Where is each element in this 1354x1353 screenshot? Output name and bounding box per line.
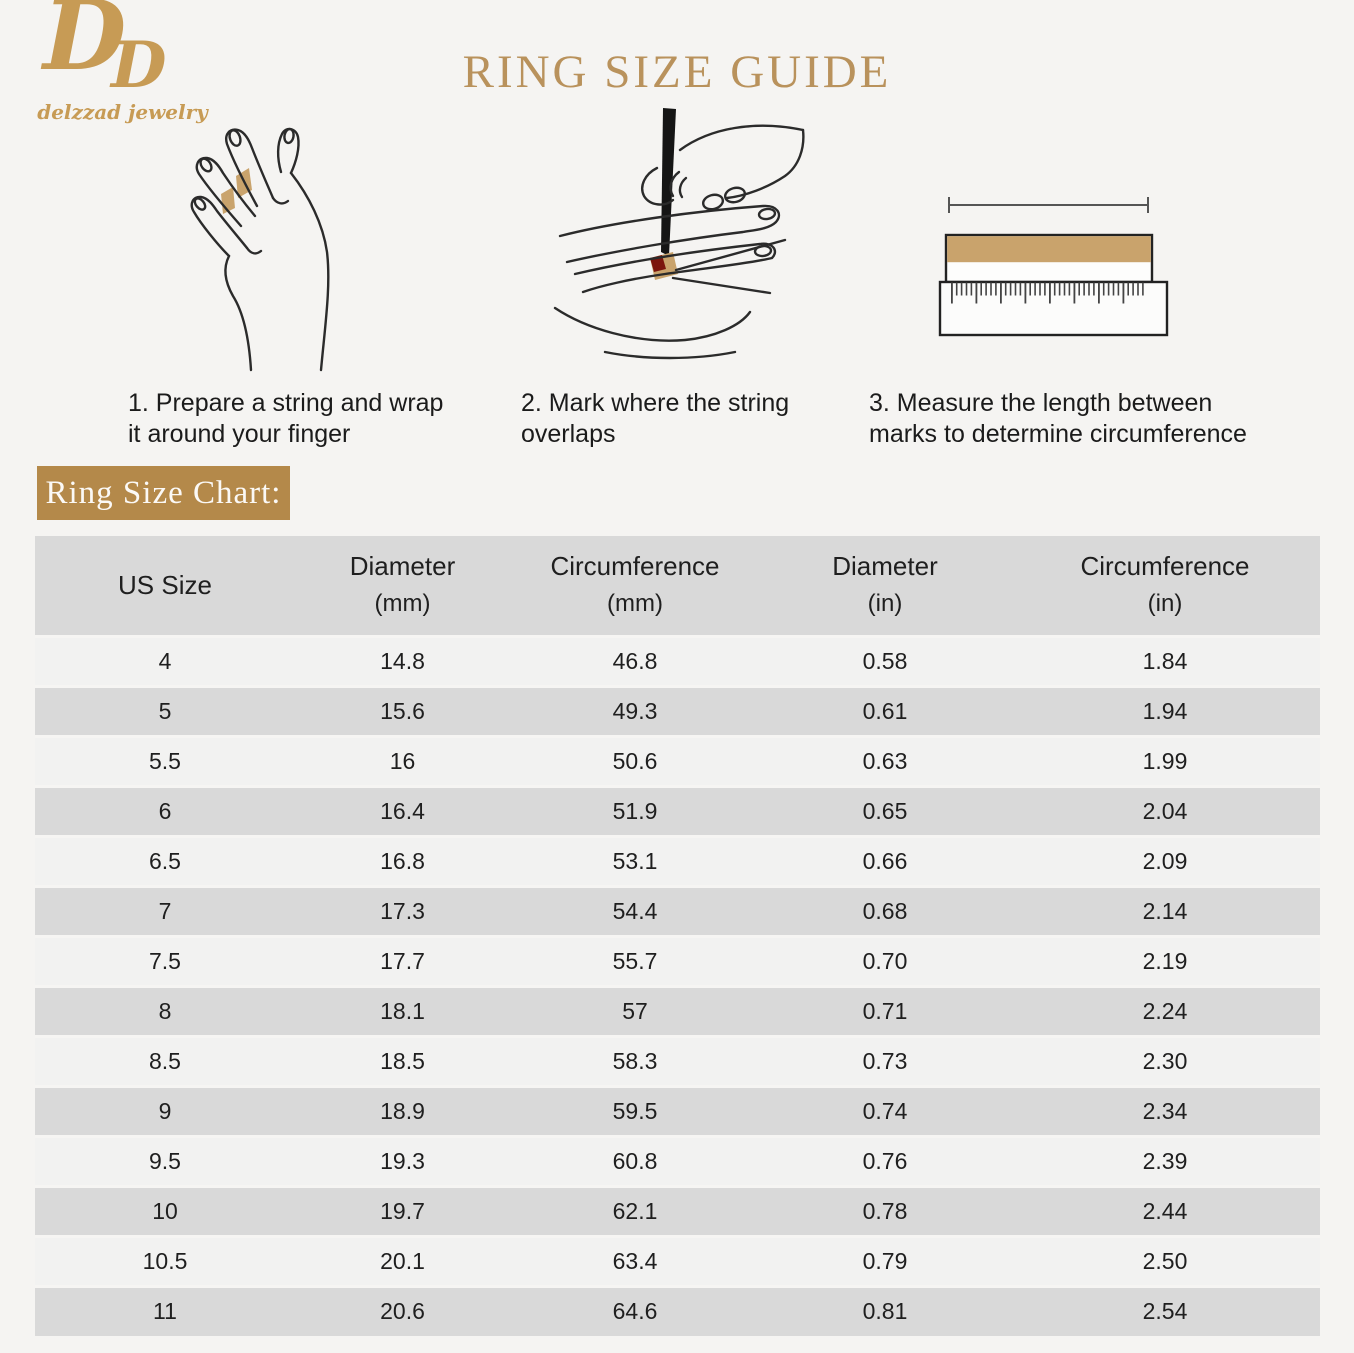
ring-size-table [35,536,1320,1336]
header-circumference-in: Circumference (in) [1080,551,1250,618]
pen-marking-string-icon [545,108,805,370]
cell-diameter-mm: 18.5 [295,1036,510,1086]
cell-circumference-in: 2.34 [1010,1086,1320,1136]
cell-circumference-mm: 57 [510,986,760,1036]
cell-us-size: 10 [35,1186,295,1236]
cell-diameter-in: 0.73 [760,1036,1010,1086]
cell-diameter-in: 0.71 [760,986,1010,1036]
cell-diameter-mm: 16.8 [295,836,510,886]
cell-circumference-mm: 64.6 [510,1286,760,1336]
cell-us-size: 10.5 [35,1236,295,1286]
header-us-size: US Size [118,570,212,601]
cell-us-size: 5.5 [35,736,295,786]
cell-us-size: 7 [35,886,295,936]
cell-diameter-mm: 18.9 [295,1086,510,1136]
pen-marking-svg [545,108,805,370]
cell-diameter-mm: 19.7 [295,1186,510,1236]
step2-caption [521,388,789,450]
cell-us-size: 6 [35,786,295,836]
table-row [35,1236,1320,1286]
table-row [35,986,1320,1036]
logo-monogram-d2: D [111,28,167,103]
size-table-body [35,636,1320,1336]
cell-diameter-in: 0.78 [760,1186,1010,1236]
table-row [35,1086,1320,1136]
cell-diameter-in: 0.61 [760,686,1010,736]
logo-monogram-d1: D [43,0,127,92]
cell-us-size: 6.5 [35,836,295,886]
table-row [35,636,1320,686]
cell-circumference-in: 2.24 [1010,986,1320,1036]
cell-diameter-in: 0.68 [760,886,1010,936]
step2-caption-line1: 2. Mark where the string [521,389,790,417]
step3-caption-line2: marks to determine circumference [869,420,1247,448]
string-strip-tan [947,236,1151,262]
step3-caption-line1: 3. Measure the length between [869,389,1213,417]
cell-diameter-mm: 15.6 [295,686,510,736]
table-row [35,1286,1320,1336]
cell-diameter-mm: 20.6 [295,1286,510,1336]
cell-us-size: 11 [35,1286,295,1336]
table-row [35,1136,1320,1186]
header-circumference-mm: Circumference (mm) [550,551,720,618]
cell-diameter-in: 0.81 [760,1286,1010,1336]
cell-diameter-mm: 19.3 [295,1136,510,1186]
pen [661,108,676,256]
cell-diameter-mm: 17.7 [295,936,510,986]
ruler-svg [935,192,1185,342]
step1-caption-line2: it around your finger [128,420,351,448]
cell-diameter-mm: 16 [295,736,510,786]
table-row [35,836,1320,886]
cell-diameter-in: 0.63 [760,736,1010,786]
cell-circumference-in: 2.14 [1010,886,1320,936]
cell-circumference-in: 1.99 [1010,736,1320,786]
cell-diameter-mm: 14.8 [295,636,510,686]
cell-diameter-in: 0.76 [760,1136,1010,1186]
cell-circumference-mm: 53.1 [510,836,760,886]
table-row [35,886,1320,936]
cell-diameter-in: 0.66 [760,836,1010,886]
cell-us-size: 7.5 [35,936,295,986]
cell-circumference-in: 2.44 [1010,1186,1320,1236]
cell-diameter-mm: 16.4 [295,786,510,836]
cell-circumference-mm: 60.8 [510,1136,760,1186]
hand-with-string-svg [185,126,335,374]
cell-circumference-mm: 54.4 [510,886,760,936]
cell-us-size: 9.5 [35,1136,295,1186]
cell-circumference-mm: 63.4 [510,1236,760,1286]
cell-diameter-mm: 18.1 [295,986,510,1036]
cell-circumference-in: 1.84 [1010,636,1320,686]
cell-circumference-in: 2.04 [1010,786,1320,836]
cell-circumference-in: 2.50 [1010,1236,1320,1286]
cell-us-size: 5 [35,686,295,736]
table-row [35,736,1320,786]
cell-circumference-mm: 59.5 [510,1086,760,1136]
cell-diameter-mm: 17.3 [295,886,510,936]
cell-circumference-in: 2.30 [1010,1036,1320,1086]
cell-diameter-in: 0.58 [760,636,1010,686]
cell-circumference-mm: 51.9 [510,786,760,836]
cell-circumference-in: 1.94 [1010,686,1320,736]
ring-size-chart-badge: Ring Size Chart: [37,466,290,520]
table-header-row [35,536,1320,636]
cell-diameter-in: 0.70 [760,936,1010,986]
table-row [35,1036,1320,1086]
step2-caption-line2: overlaps [521,420,616,448]
cell-diameter-mm: 20.1 [295,1236,510,1286]
cell-circumference-in: 2.19 [1010,936,1320,986]
cell-circumference-mm: 58.3 [510,1036,760,1086]
cell-circumference-mm: 62.1 [510,1186,760,1236]
cell-us-size: 8 [35,986,295,1036]
cell-circumference-mm: 55.7 [510,936,760,986]
cell-us-size: 4 [35,636,295,686]
cell-diameter-in: 0.79 [760,1236,1010,1286]
table-row [35,786,1320,836]
cell-circumference-in: 2.09 [1010,836,1320,886]
step1-caption-line1: 1. Prepare a string and wrap [128,389,444,417]
cell-circumference-in: 2.39 [1010,1136,1320,1186]
table-row [35,1186,1320,1236]
table-row [35,936,1320,986]
cell-circumference-mm: 46.8 [510,636,760,686]
brand-name: delzzad jewelry [37,100,208,124]
table-row [35,686,1320,736]
cell-us-size: 8.5 [35,1036,295,1086]
cell-circumference-mm: 50.6 [510,736,760,786]
header-diameter-in: Diameter (in) [832,551,938,618]
cell-diameter-in: 0.65 [760,786,1010,836]
step1-caption [128,388,443,450]
hand-with-string-icon [185,126,335,374]
cell-us-size: 9 [35,1086,295,1136]
ruler-measure-icon [935,192,1185,342]
cell-diameter-in: 0.74 [760,1086,1010,1136]
header-diameter-mm: Diameter (mm) [349,551,456,618]
page-title: RING SIZE GUIDE [462,46,892,99]
cell-circumference-mm: 49.3 [510,686,760,736]
cell-circumference-in: 2.54 [1010,1286,1320,1336]
step3-caption [869,388,1247,450]
